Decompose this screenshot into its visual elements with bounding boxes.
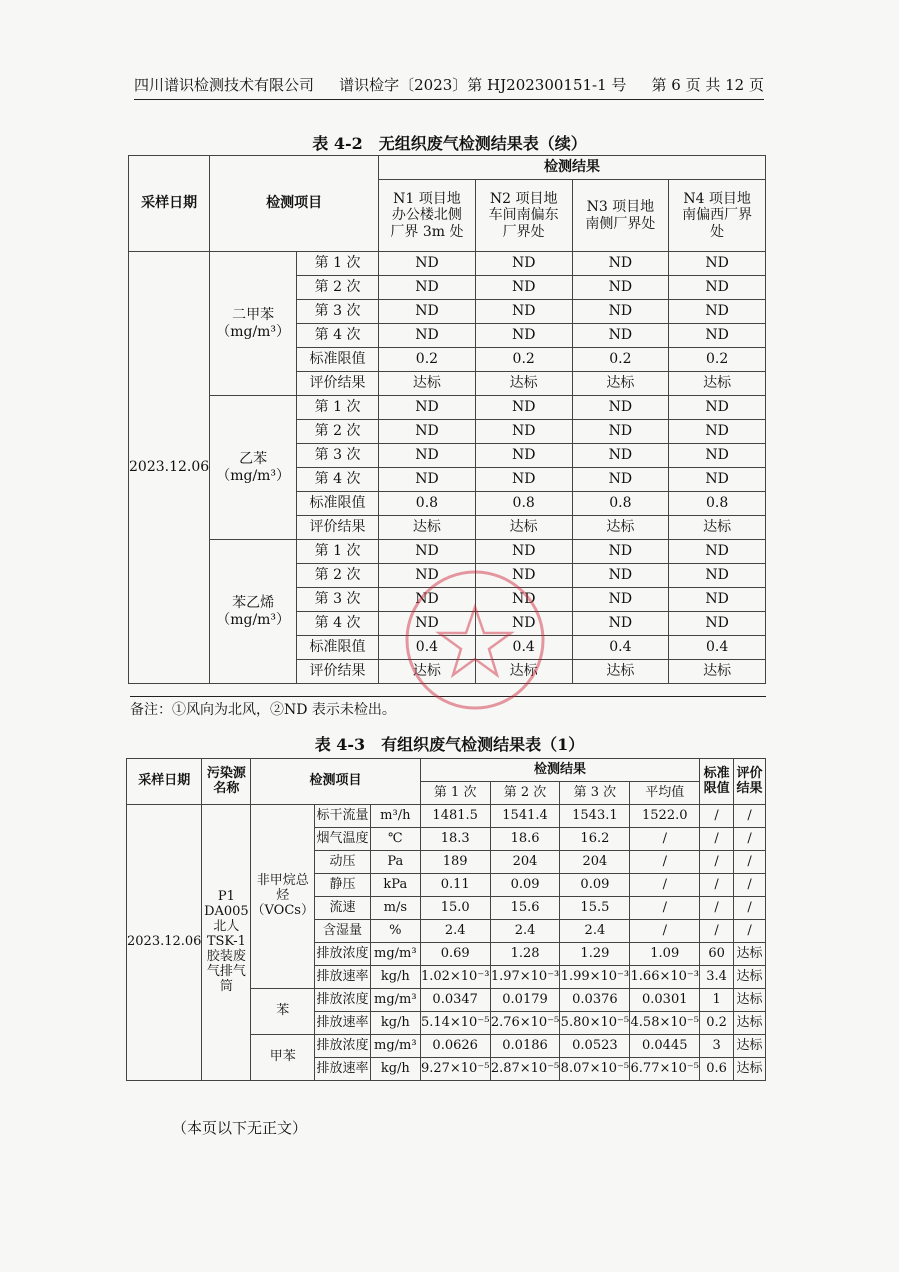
unit-cell: kPa <box>370 874 420 897</box>
page-number: 第 6 页 共 12 页 <box>651 76 764 94</box>
value-cell: 2.4 <box>420 920 490 943</box>
result-cell: ND <box>572 564 669 588</box>
unit-cell: m³/h <box>370 805 420 828</box>
value-cell: / <box>700 897 734 920</box>
value-cell: 达标 <box>734 1058 766 1081</box>
param-name: 排放速率 <box>315 1012 371 1035</box>
table1-title: 表 4-2 无组织废气检测结果表（续） <box>312 134 587 153</box>
value-cell: 8.07×10⁻⁵ <box>560 1058 630 1081</box>
value-cell: / <box>630 897 700 920</box>
result-cell: ND <box>669 324 766 348</box>
result-cell: 达标 <box>475 516 572 540</box>
value-cell: / <box>700 920 734 943</box>
value-cell: 2.4 <box>560 920 630 943</box>
value-cell: / <box>630 874 700 897</box>
result-cell: 达标 <box>669 660 766 684</box>
result-cell: 达标 <box>379 660 476 684</box>
result-cell: ND <box>669 468 766 492</box>
value-cell: / <box>734 851 766 874</box>
value-cell: 1.28 <box>490 943 560 966</box>
row-label: 标准限值 <box>297 636 379 660</box>
result-cell: ND <box>572 612 669 636</box>
row-label: 第 4 次 <box>297 612 379 636</box>
pollutant-unit: （mg/m³） <box>216 467 291 484</box>
result-cell: 0.8 <box>379 492 476 516</box>
result-cell: ND <box>379 300 476 324</box>
value-cell: 达标 <box>734 966 766 989</box>
value-cell: 189 <box>420 851 490 874</box>
pollutant-name <box>210 252 297 396</box>
pollutant-name: 苯 <box>251 989 315 1035</box>
result-cell: ND <box>669 252 766 276</box>
value-cell: 9.27×10⁻⁵ <box>420 1058 490 1081</box>
param-name: 动压 <box>315 851 371 874</box>
col-1: 第 1 次 <box>420 782 490 805</box>
report-number: 谱识检字〔2023〕第 HJ202300151-1 号 <box>339 76 627 94</box>
table1-note: 备注：①风向为北风，②ND 表示未检出。 <box>130 696 766 719</box>
value-cell: / <box>630 851 700 874</box>
result-cell: ND <box>669 300 766 324</box>
row-label: 第 3 次 <box>297 588 379 612</box>
result-cell: ND <box>475 396 572 420</box>
unit-cell: kg/h <box>370 1012 420 1035</box>
result-cell: ND <box>379 324 476 348</box>
point-n4: N4 项目地南偏西厂界处 <box>669 180 766 252</box>
value-cell: 4.58×10⁻⁵ <box>630 1012 700 1035</box>
company-name: 四川谱识检测技术有限公司 <box>134 76 315 94</box>
param-name: 排放浓度 <box>315 1035 371 1058</box>
result-cell: ND <box>669 420 766 444</box>
result-cell: ND <box>379 252 476 276</box>
row-label: 第 1 次 <box>297 540 379 564</box>
unit-cell: kg/h <box>370 966 420 989</box>
table-row <box>129 540 766 564</box>
value-cell: / <box>700 874 734 897</box>
result-cell: 0.8 <box>475 492 572 516</box>
value-cell: 1541.4 <box>490 805 560 828</box>
table2-title: 表 4-3 有组织废气检测结果表（1） <box>314 735 585 754</box>
value-cell: 0.6 <box>700 1058 734 1081</box>
result-cell: ND <box>475 324 572 348</box>
header-result: 检测结果 <box>420 759 699 782</box>
header-eval: 评价结果 <box>734 759 766 805</box>
result-cell: ND <box>572 324 669 348</box>
value-cell: 15.6 <box>490 897 560 920</box>
value-cell: 0.0445 <box>630 1035 700 1058</box>
value-cell: 16.2 <box>560 828 630 851</box>
param-name: 标干流量 <box>315 805 371 828</box>
result-cell: 达标 <box>379 516 476 540</box>
value-cell: 达标 <box>734 989 766 1012</box>
unit-cell: mg/m³ <box>370 1035 420 1058</box>
value-cell: 5.14×10⁻⁵ <box>420 1012 490 1035</box>
value-cell: 1 <box>700 989 734 1012</box>
row-label: 评价结果 <box>297 660 379 684</box>
row-label: 标准限值 <box>297 348 379 372</box>
result-cell: 0.8 <box>669 492 766 516</box>
row-label: 第 2 次 <box>297 276 379 300</box>
value-cell: 3.4 <box>700 966 734 989</box>
value-cell: 0.0179 <box>490 989 560 1012</box>
result-cell: ND <box>572 540 669 564</box>
unit-cell: ℃ <box>370 828 420 851</box>
result-cell: ND <box>572 252 669 276</box>
param-name: 排放浓度 <box>315 989 371 1012</box>
value-cell: 0.0347 <box>420 989 490 1012</box>
result-cell: 达标 <box>572 660 669 684</box>
value-cell: 1.66×10⁻³ <box>630 966 700 989</box>
result-cell: 0.2 <box>475 348 572 372</box>
col-avg: 平均值 <box>630 782 700 805</box>
result-cell: ND <box>475 540 572 564</box>
result-cell: ND <box>475 444 572 468</box>
unit-cell: % <box>370 920 420 943</box>
value-cell: 2.4 <box>490 920 560 943</box>
value-cell: 达标 <box>734 1035 766 1058</box>
value-cell: 0.0301 <box>630 989 700 1012</box>
value-cell: 1.29 <box>560 943 630 966</box>
result-cell: ND <box>572 300 669 324</box>
result-cell: ND <box>669 564 766 588</box>
point-n2: N2 项目地车间南偏东厂界处 <box>475 180 572 252</box>
pollutant-unit: （mg/m³） <box>216 611 291 628</box>
value-cell: 204 <box>490 851 560 874</box>
result-cell: ND <box>669 588 766 612</box>
value-cell: 0.0626 <box>420 1035 490 1058</box>
param-name: 含湿量 <box>315 920 371 943</box>
header-item: 检测项目 <box>210 156 379 252</box>
param-name: 排放浓度 <box>315 943 371 966</box>
value-cell: 0.0523 <box>560 1035 630 1058</box>
header-date: 采样日期 <box>129 156 210 252</box>
value-cell: / <box>734 805 766 828</box>
result-cell: 0.8 <box>572 492 669 516</box>
row-label: 评价结果 <box>297 516 379 540</box>
result-cell: ND <box>475 612 572 636</box>
param-name: 排放速率 <box>315 966 371 989</box>
source-name: P1 DA005 北人 TSK-1 胶装废气排气筒 <box>202 805 251 1081</box>
param-name: 烟气温度 <box>315 828 371 851</box>
value-cell: / <box>700 851 734 874</box>
result-cell: 达标 <box>669 516 766 540</box>
pollutant-name: 甲苯 <box>251 1035 315 1081</box>
result-cell: 0.4 <box>572 636 669 660</box>
result-cell: 0.2 <box>572 348 669 372</box>
point-n1: N1 项目地办公楼北侧厂界 3m 处 <box>379 180 476 252</box>
col-2: 第 2 次 <box>490 782 560 805</box>
pollutant-name <box>210 396 297 540</box>
result-cell: ND <box>475 468 572 492</box>
result-cell: ND <box>572 396 669 420</box>
row-label: 评价结果 <box>297 372 379 396</box>
value-cell: 0.69 <box>420 943 490 966</box>
value-cell: / <box>734 874 766 897</box>
value-cell: 0.2 <box>700 1012 734 1035</box>
pollutant-unit: （mg/m³） <box>216 323 291 340</box>
header-result: 检测结果 <box>379 156 766 180</box>
value-cell: 1.97×10⁻³ <box>490 966 560 989</box>
value-cell: 0.11 <box>420 874 490 897</box>
row-label: 第 3 次 <box>297 444 379 468</box>
result-cell: ND <box>669 396 766 420</box>
value-cell: 6.77×10⁻⁵ <box>630 1058 700 1081</box>
value-cell: 0.09 <box>490 874 560 897</box>
page-header <box>134 74 764 100</box>
result-cell: ND <box>379 612 476 636</box>
row-label: 第 1 次 <box>297 252 379 276</box>
value-cell: 60 <box>700 943 734 966</box>
result-cell: ND <box>669 612 766 636</box>
result-cell: ND <box>379 564 476 588</box>
value-cell: 204 <box>560 851 630 874</box>
value-cell: 达标 <box>734 1012 766 1035</box>
result-cell: ND <box>669 276 766 300</box>
param-name: 流速 <box>315 897 371 920</box>
header-source: 污染源名称 <box>202 759 251 805</box>
result-cell: 达标 <box>669 372 766 396</box>
param-name: 静压 <box>315 874 371 897</box>
table-row <box>129 396 766 420</box>
value-cell: 2.87×10⁻⁵ <box>490 1058 560 1081</box>
pollutant-label: 苯乙烯 <box>232 595 275 612</box>
pollutant-label: 乙苯 <box>239 451 268 468</box>
param-name: 排放速率 <box>315 1058 371 1081</box>
value-cell: / <box>734 897 766 920</box>
result-cell: ND <box>379 444 476 468</box>
header-date: 采样日期 <box>127 759 202 805</box>
result-cell: ND <box>572 444 669 468</box>
result-cell: ND <box>572 468 669 492</box>
value-cell: 2.76×10⁻⁵ <box>490 1012 560 1035</box>
value-cell: 0.09 <box>560 874 630 897</box>
result-cell: 达标 <box>475 660 572 684</box>
unit-cell: mg/m³ <box>370 943 420 966</box>
value-cell: 达标 <box>734 943 766 966</box>
result-cell: ND <box>379 540 476 564</box>
value-cell: 5.80×10⁻⁵ <box>560 1012 630 1035</box>
result-cell: 0.2 <box>379 348 476 372</box>
value-cell: / <box>734 828 766 851</box>
value-cell: 0.0376 <box>560 989 630 1012</box>
unit-cell: mg/m³ <box>370 989 420 1012</box>
result-cell: ND <box>379 420 476 444</box>
row-label: 标准限值 <box>297 492 379 516</box>
result-cell: 达标 <box>572 516 669 540</box>
pollutant-name <box>210 540 297 684</box>
value-cell: 3 <box>700 1035 734 1058</box>
result-cell: ND <box>475 588 572 612</box>
result-cell: ND <box>572 276 669 300</box>
value-cell: 1.09 <box>630 943 700 966</box>
sample-date: 2023.12.06 <box>129 252 210 684</box>
pollutant-name: 非甲烷总烃（VOCs） <box>251 805 315 989</box>
result-cell: 0.4 <box>379 636 476 660</box>
row-label: 第 1 次 <box>297 396 379 420</box>
result-cell: ND <box>669 540 766 564</box>
result-cell: ND <box>475 420 572 444</box>
result-cell: 达标 <box>475 372 572 396</box>
result-cell: 0.4 <box>475 636 572 660</box>
value-cell: 1522.0 <box>630 805 700 828</box>
row-label: 第 4 次 <box>297 468 379 492</box>
unit-cell: kg/h <box>370 1058 420 1081</box>
unit-cell: m/s <box>370 897 420 920</box>
result-cell: 达标 <box>572 372 669 396</box>
row-label: 第 2 次 <box>297 564 379 588</box>
value-cell: 1543.1 <box>560 805 630 828</box>
unit-cell: Pa <box>370 851 420 874</box>
pollutant-label: 二甲苯 <box>232 307 275 324</box>
value-cell: 1.02×10⁻³ <box>420 966 490 989</box>
result-cell: ND <box>379 468 476 492</box>
result-cell: ND <box>379 396 476 420</box>
col-3: 第 3 次 <box>560 782 630 805</box>
organized-gas-table <box>126 758 766 1081</box>
end-of-page-note: （本页以下无正文） <box>172 1119 308 1137</box>
value-cell: 15.5 <box>560 897 630 920</box>
value-cell: / <box>630 828 700 851</box>
result-cell: ND <box>475 276 572 300</box>
value-cell: / <box>700 828 734 851</box>
result-cell: 达标 <box>379 372 476 396</box>
value-cell: / <box>734 920 766 943</box>
sample-date: 2023.12.06 <box>127 805 202 1081</box>
result-cell: ND <box>669 444 766 468</box>
result-cell: 0.2 <box>669 348 766 372</box>
value-cell: 1.99×10⁻³ <box>560 966 630 989</box>
result-cell: ND <box>475 252 572 276</box>
value-cell: 1481.5 <box>420 805 490 828</box>
result-cell: ND <box>572 420 669 444</box>
result-cell: ND <box>475 564 572 588</box>
value-cell: 18.3 <box>420 828 490 851</box>
row-label: 第 3 次 <box>297 300 379 324</box>
result-cell: ND <box>572 588 669 612</box>
result-cell: ND <box>475 300 572 324</box>
value-cell: 18.6 <box>490 828 560 851</box>
point-n3: N3 项目地南侧厂界处 <box>572 180 669 252</box>
table-row <box>127 805 766 828</box>
table-row <box>129 252 766 276</box>
value-cell: / <box>630 920 700 943</box>
result-cell: ND <box>379 276 476 300</box>
header-item: 检测项目 <box>251 759 420 805</box>
company-seal <box>400 565 550 715</box>
header-std: 标准限值 <box>700 759 734 805</box>
result-cell: 0.4 <box>669 636 766 660</box>
result-cell: ND <box>379 588 476 612</box>
row-label: 第 2 次 <box>297 420 379 444</box>
row-label: 第 4 次 <box>297 324 379 348</box>
value-cell: 15.0 <box>420 897 490 920</box>
value-cell: / <box>700 805 734 828</box>
value-cell: 0.0186 <box>490 1035 560 1058</box>
